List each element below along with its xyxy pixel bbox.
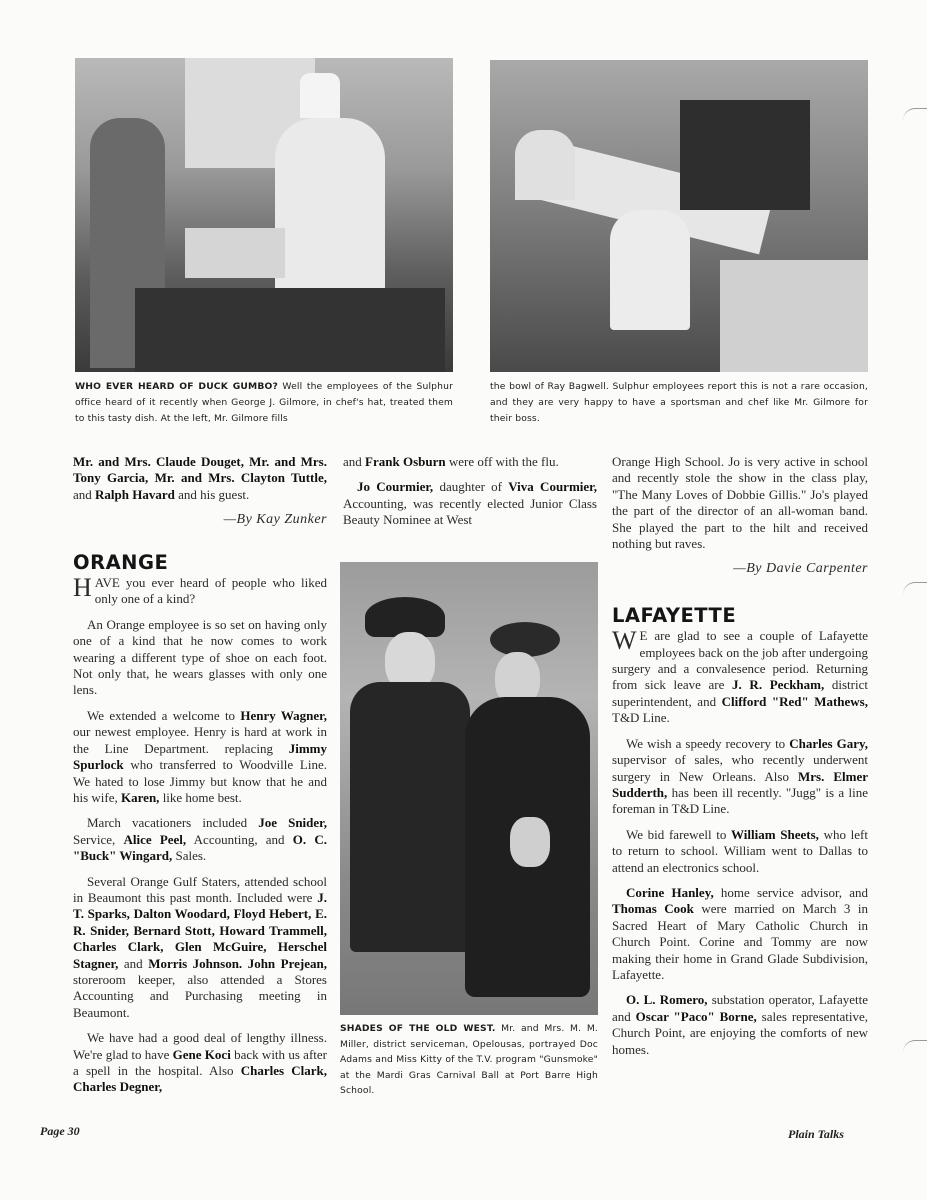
paragraph-text: AVE you ever heard of people who liked only one of a kind? [94,575,327,607]
section-heading-lafayette: LAFAYETTE [612,603,737,627]
paragraph [73,708,327,806]
paragraph [73,874,327,1022]
paragraph-text: Sales. [172,848,207,864]
photo-caption-middle [340,1021,598,1099]
drop-cap: W [612,626,637,656]
paragraph [73,1030,327,1096]
caption-lead: SHADES OF THE OLD WEST. [340,1023,496,1034]
paragraph-text: like home best. [159,789,242,805]
person-name: O. C. "Buck" Wingard, [73,831,327,864]
paragraph-text: and [73,486,96,502]
paragraph-text: who transferred to Woodville Line. We hated to lose Jimmy but know that he and his wife, [73,757,327,805]
caption-text: Mr. and Mrs. M. M. Miller, district serviceman, Opelousas, portrayed Doc Adams and Miss Kitty of the T.V. program "Gunsmoke" at the Mardi Gras Carnival Ball at Port Barre High School. [340,1023,598,1096]
person-name: Mr. and Mrs. Claude Douget, Mr. and Mrs. Tony Garcia, Mr. and Mrs. Clayton Tuttle, [73,454,327,486]
person-name: O. L. Romero, [626,992,708,1008]
paragraph-text: has been ill recently. "Jugg" is a line foreman in T&D Line. [612,784,868,817]
column-1 [73,454,327,1105]
paragraph-text: our newest employee. Henry is hard at work in the Line Department. replacing [73,724,327,756]
paragraph [612,628,868,726]
paragraph-text: An Orange employee is so set on having only one of a kind that he now comes to work wearing a different type of shoe on each foot. Not only that, he wears glasses with only one lens. [73,616,327,698]
person-name: Alice Peel, [123,831,187,847]
caption-text: the bowl of Ray Bagwell. Sulphur employees report this is not a rare occasion, and they are very happy to have a sportsman and chef like Mr. Gilmore for their boss. [490,381,868,424]
article-orange-continued [343,454,597,529]
person-name: J. R. Peckham, [732,677,825,693]
person-name: Gene Koci [172,1046,231,1062]
photo-duck-gumbo-chef [75,58,453,372]
person-name: Jimmy Spurlock [73,740,327,773]
column-2 [343,454,597,538]
paragraph [612,885,868,983]
section-heading-orange: ORANGE [73,550,169,574]
paragraph-text: Accounting, and [186,831,293,847]
photo-old-west-costumes [340,562,598,1015]
person-name: Viva Courmier, [508,479,597,495]
binder-hole-mark [903,582,927,607]
paragraph [612,454,868,552]
paragraph-text: Service, [73,831,124,847]
article-kay-zunker-end [73,454,327,503]
paragraph [343,454,597,470]
paragraph-text: home service advisor, and [713,884,868,900]
byline: —By Davie Carpenter [733,561,868,577]
page-number: Page 30 [40,1124,80,1138]
paragraph-text: and [118,955,149,971]
paragraph [612,992,868,1058]
paragraph-text: Accounting, was recently elected Junior Class Beauty Nominee at West [343,495,597,528]
person-name: Karen, [121,789,160,805]
person-name: Corine Hanley, [626,884,714,900]
paragraph-text: supervisor of sales, who recently underwent surgery in New Orleans. Also [612,752,868,784]
paragraph-text: T&D Line. [612,710,670,726]
person-name: Mrs. Elmer Sudderth, [612,768,868,800]
photo-caption-top-left [75,379,453,427]
person-name: Jo Courmier, [357,479,434,495]
person-name: Thomas Cook [612,901,694,917]
paragraph-text: were married on March 3 in Sacred Heart of Mary Catholic Church in Church Point. Corine and Tommy are now making their home in Grand Glade Subdivision, Lafayette. [612,901,868,982]
byline: —By Kay Zunker [223,512,327,528]
paragraph-text: back with us after a spell in the hospital. Also [73,1046,327,1078]
paragraph-text: March vacationers included [87,815,259,831]
binder-hole-mark [903,108,927,133]
publication-name: Plain Talks [788,1127,844,1141]
paragraph-text: and his guest. [174,486,250,502]
person-name: Clifford "Red" Mathews, [721,693,868,709]
paragraph-text: daughter of [433,479,509,495]
paragraph-text: district superintendent, and [612,677,868,709]
person-name: Joe Snider, [258,815,327,831]
person-name: Frank Osburn [365,454,446,469]
paragraph [73,815,327,864]
person-name: J. T. Sparks, Dalton Woodard, Floyd Hebert, E. R. Snider, Bernard Stott, Howard Trammell, Charles Clark, Glen McGuire, Herschel Stagner, [73,889,327,971]
paragraph-text: who left to return to school. William went to Dallas to attend an electronics school. [612,826,868,875]
paragraph-text: were off with the flu. [445,454,559,469]
paragraph [343,479,597,528]
article-lafayette [612,628,868,1058]
paragraph [612,827,868,876]
caption-text: Well the employees of the Sulphur office heard of it recently when George J. Gilmore, in chef's hat, treated them to this tasty dish. At the left, Mr. Gilmore fills [75,381,453,424]
article-orange [73,575,327,1096]
paragraph [73,617,327,699]
paragraph [73,454,327,503]
person-name: Ralph Havard [95,486,175,502]
caption-lead: WHO EVER HEARD OF DUCK GUMBO? [75,381,278,392]
paragraph-text: substation operator, Lafayette and [612,992,868,1024]
paragraph-text: and [343,454,366,469]
person-name: Morris Johnson. John Prejean, [148,955,327,971]
paragraph-text: We wish a speedy recovery to [626,735,790,751]
article-orange-end [612,454,868,552]
paragraph [73,575,327,608]
paragraph-text: We extended a welcome to [87,707,241,723]
person-name: William Sheets, [731,826,819,842]
paragraph-text: storeroom keeper, also attended a Stores Accounting and Purchasing meeting in Beaumont. [73,971,327,1020]
person-name: Charles Clark, Charles Degner, [73,1063,327,1095]
paragraph-text: E are glad to see a couple of Lafayette employees back on the job after undergoing surgery and a convalesence period. Returning from sick leave are [612,628,868,693]
photo-caption-top-right [490,379,868,427]
person-name: Henry Wagner, [240,707,327,723]
paragraph-text: Several Orange Gulf Staters, attended school in Beaumont this past month. Included were [73,873,327,905]
binder-hole-mark [903,1040,927,1065]
paragraph-text: We have had a good deal of lengthy illness. We're glad to have [73,1030,327,1062]
photo-sulphur-employees-dining [490,60,868,372]
paragraph-text: Orange High School. Jo is very active in school and recently stole the show in the class play, "The Many Loves of Dobbie Gillis." Jo's played the part of the director of an all-woman band. She played the part to the hilt and received nothing but raves. [612,454,868,552]
paragraph-text: We bid farewell to [626,826,732,842]
column-3 [612,454,868,1067]
drop-cap: H [73,573,92,603]
person-name: Oscar "Paco" Borne, [635,1008,757,1024]
paragraph-text: sales representative, Church Point, are enjoying the comforts of new homes. [612,1008,868,1057]
person-name: Charles Gary, [789,735,868,751]
paragraph [612,736,868,818]
